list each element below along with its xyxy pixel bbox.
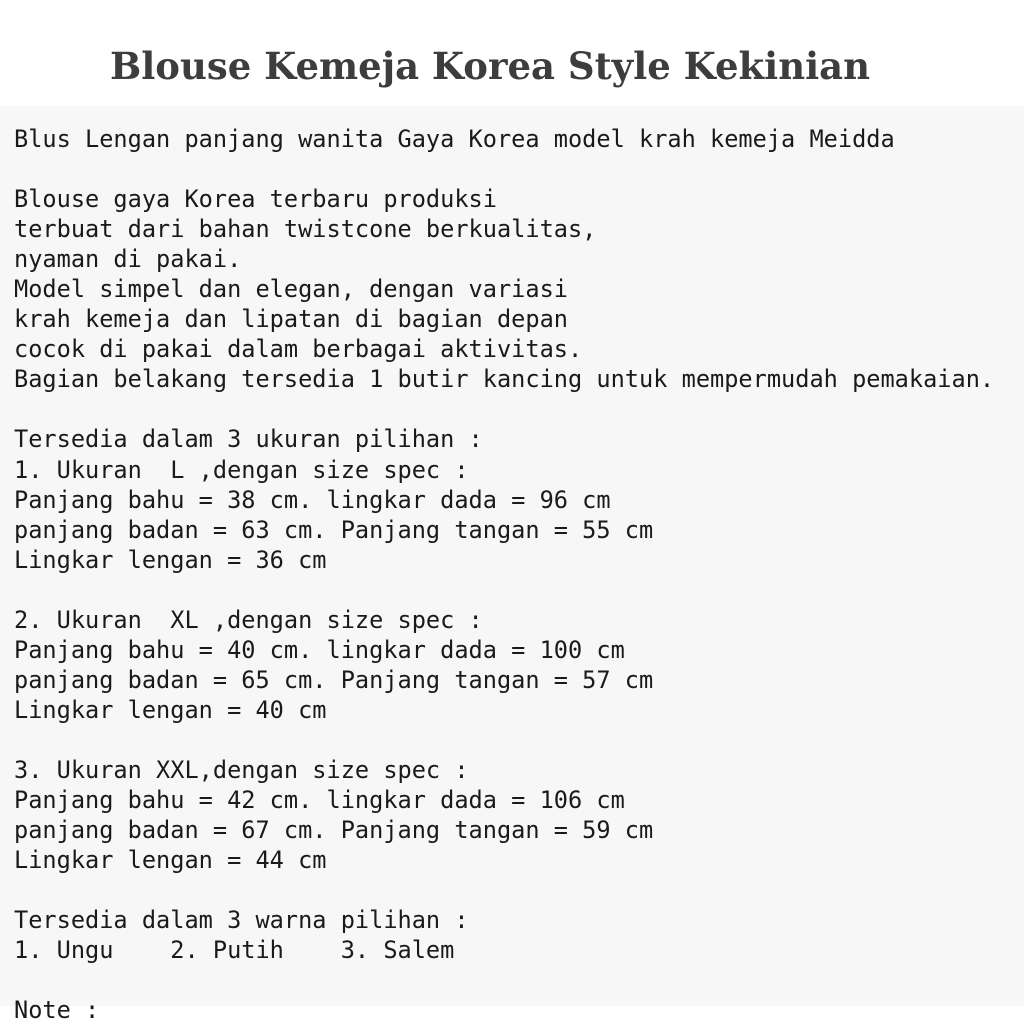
- description-line: cocok di pakai dalam berbagai aktivitas.: [14, 335, 583, 364]
- description-line: nyaman di pakai.: [14, 245, 242, 274]
- description-line: Note :: [14, 996, 100, 1025]
- description-line: 1. Ukuran L ,dengan size spec :: [14, 455, 469, 484]
- blank-line: [14, 575, 994, 605]
- description-line: Panjang bahu = 40 cm. lingkar dada = 100 cm: [14, 635, 625, 664]
- description-text: [14, 124, 994, 1025]
- description-line: Panjang bahu = 38 cm. lingkar dada = 96 cm: [14, 485, 611, 514]
- blank-line: [14, 965, 994, 995]
- description-line: Tersedia dalam 3 warna pilihan :: [14, 906, 469, 935]
- description-line: Lingkar lengan = 44 cm: [14, 846, 327, 875]
- blank-line: [14, 154, 994, 184]
- description-panel: [0, 106, 1024, 1025]
- description-line: panjang badan = 67 cm. Panjang tangan = 59 cm: [14, 816, 654, 845]
- description-line: panjang badan = 63 cm. Panjang tangan = 55 cm: [14, 515, 654, 544]
- description-line: Lingkar lengan = 36 cm: [14, 545, 327, 574]
- description-line: 1. Ungu 2. Putih 3. Salem: [14, 936, 455, 965]
- description-line: Blouse gaya Korea terbaru produksi: [14, 185, 497, 214]
- description-line: 3. Ukuran XXL,dengan size spec :: [14, 755, 469, 784]
- description-line: Bagian belakang tersedia 1 butir kancing untuk mempermudah pemakaian.: [14, 365, 995, 394]
- description-line: Model simpel dan elegan, dengan variasi: [14, 275, 568, 304]
- description-line: panjang badan = 65 cm. Panjang tangan = 57 cm: [14, 665, 654, 694]
- description-line: Tersedia dalam 3 ukuran pilihan :: [14, 425, 483, 454]
- description-line: krah kemeja dan lipatan di bagian depan: [14, 305, 568, 334]
- blank-line: [14, 875, 994, 905]
- description-line: Blus Lengan panjang wanita Gaya Korea model krah kemeja Meidda: [14, 125, 895, 153]
- product-title: Blouse Kemeja Korea Style Kekinian: [109, 44, 871, 88]
- blank-line: [14, 394, 994, 424]
- description-line: Panjang bahu = 42 cm. lingkar dada = 106 cm: [14, 786, 625, 815]
- description-line: terbuat dari bahan twistcone berkualitas,: [14, 215, 597, 244]
- description-line: 2. Ukuran XL ,dengan size spec :: [14, 605, 483, 634]
- description-line: Lingkar lengan = 40 cm: [14, 695, 327, 724]
- blank-line: [14, 725, 994, 755]
